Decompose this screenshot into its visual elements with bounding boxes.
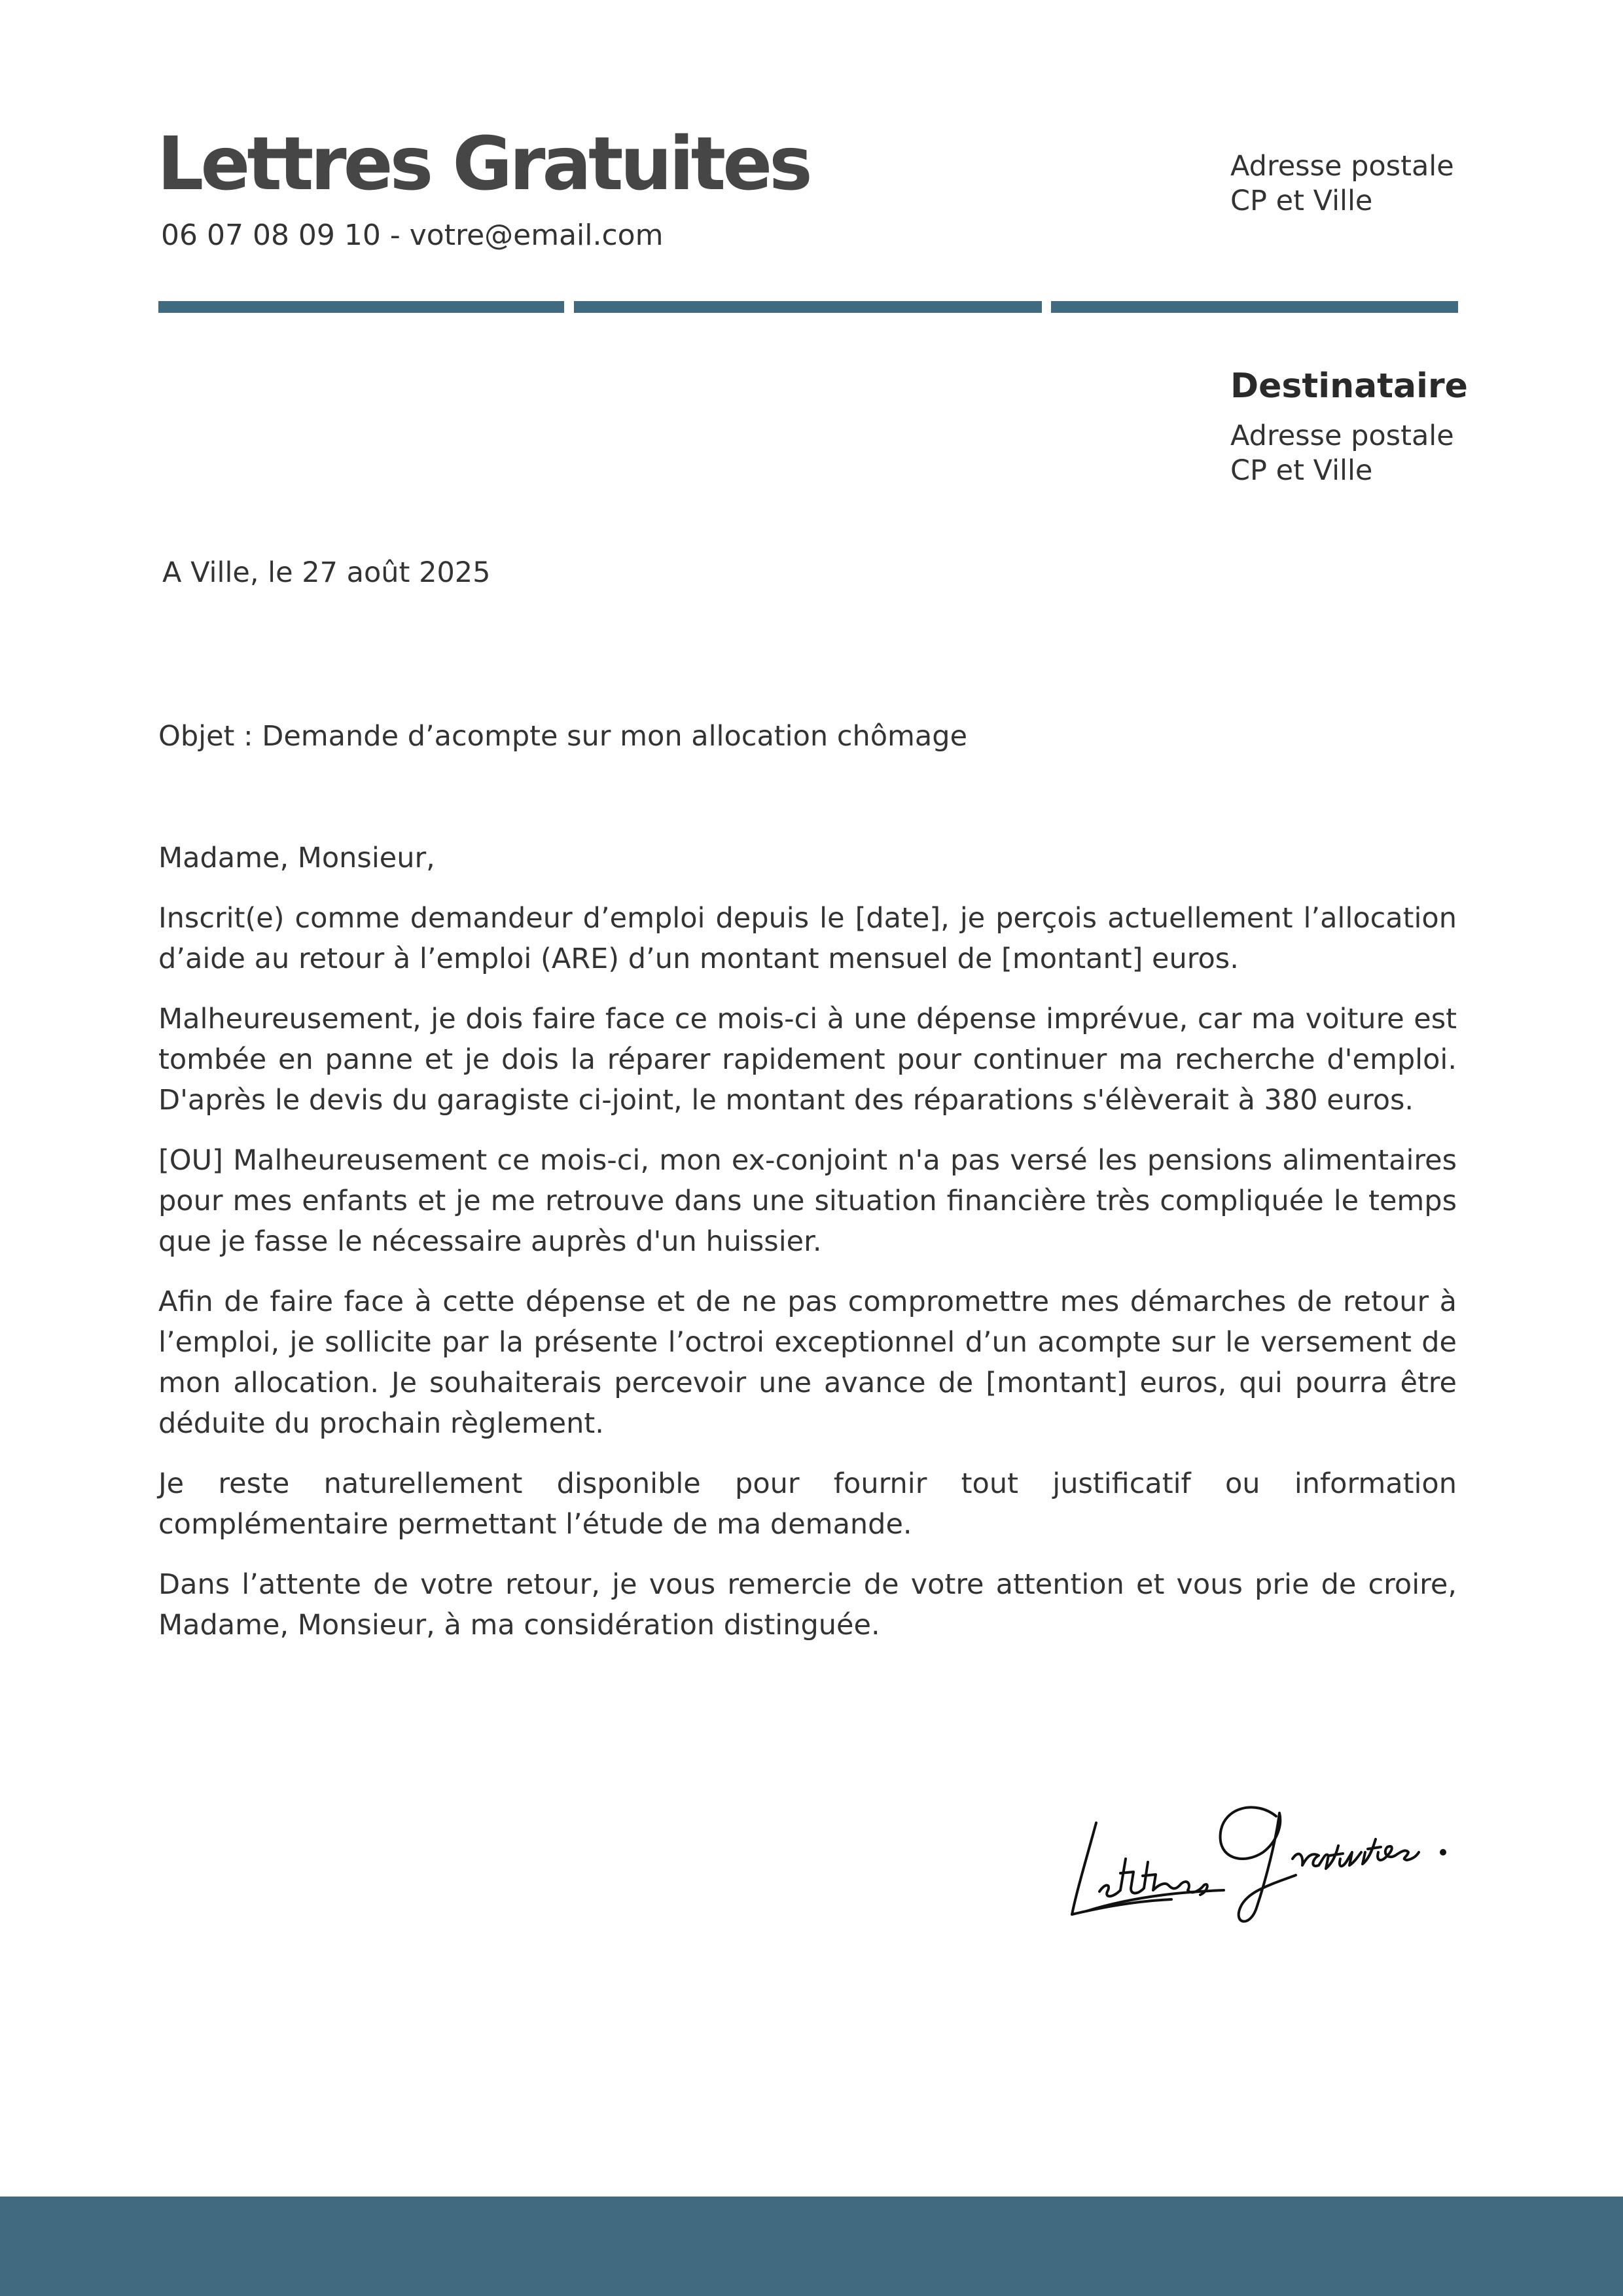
body-paragraph: [OU] Malheureusement ce mois-ci, mon ex-conjoint n'a pas versé les pensions alimentaires pour mes enfants et je me retrouve dans une situation financière très compliquée le temps que je fasse le nécessaire auprès d'un huissier. — [158, 1144, 1457, 1258]
recipient-address-line1: Adresse postale — [1230, 420, 1454, 452]
body-paragraph: Dans l’attente de votre retour, je vous remercie de votre attention et vous prie de croire, Madame, Monsieur, à ma considération distinguée. — [158, 1568, 1457, 1641]
salutation: Madame, Monsieur, — [158, 842, 435, 874]
date-line: A Ville, le 27 août 2025 — [162, 556, 491, 589]
sender-address-line1: Adresse postale — [1230, 150, 1454, 183]
body-paragraph: Afin de faire face à cette dépense et de ne pas compromettre mes démarches de retour à l’emploi, je sollicite par la présente l’octroi exceptionnel d’un acompte sur le versement de mon allocation. Je souhaiterais percevoir une avance de [montant] euros, qui pourra être déduite du prochain règlement. — [158, 1285, 1457, 1440]
header-divider-segment — [574, 301, 1042, 313]
handwritten-signature — [1060, 1761, 1479, 1937]
sender-address-line2: CP et Ville — [1230, 185, 1373, 217]
letter-body — [158, 898, 1457, 1665]
header-divider-segment — [1051, 301, 1458, 313]
body-paragraph: Je reste naturellement disponible pour fournir tout justificatif ou information complémentaire permettant l’étude de ma demande. — [158, 1467, 1457, 1541]
sender-address — [1230, 149, 1454, 219]
recipient-name: Destinataire — [1230, 367, 1468, 406]
recipient-address — [1230, 419, 1454, 488]
header-divider-segment — [158, 301, 564, 313]
sender-name: Lettres Gratuites — [157, 122, 810, 207]
body-paragraph: Inscrit(e) comme demandeur d’emploi depuis le [date], je perçois actuellement l’allocation d’aide au retour à l’emploi (ARE) d’un montant mensuel de [montant] euros. — [158, 902, 1457, 975]
footer-band — [0, 2197, 1623, 2296]
recipient-address-line2: CP et Ville — [1230, 454, 1373, 487]
sender-contact: 06 07 08 09 10 - votre@email.com — [161, 219, 664, 252]
body-paragraph: Malheureusement, je dois faire face ce mois-ci à une dépense imprévue, car ma voiture est tombée en panne et je dois la réparer rapidement pour continuer ma recherche d'emploi. D'après le devis du garagiste ci-joint, le montant des réparations s'élèverait à 380 euros. — [158, 1003, 1457, 1117]
subject-line: Objet : Demande d’acompte sur mon allocation chômage — [158, 720, 968, 753]
